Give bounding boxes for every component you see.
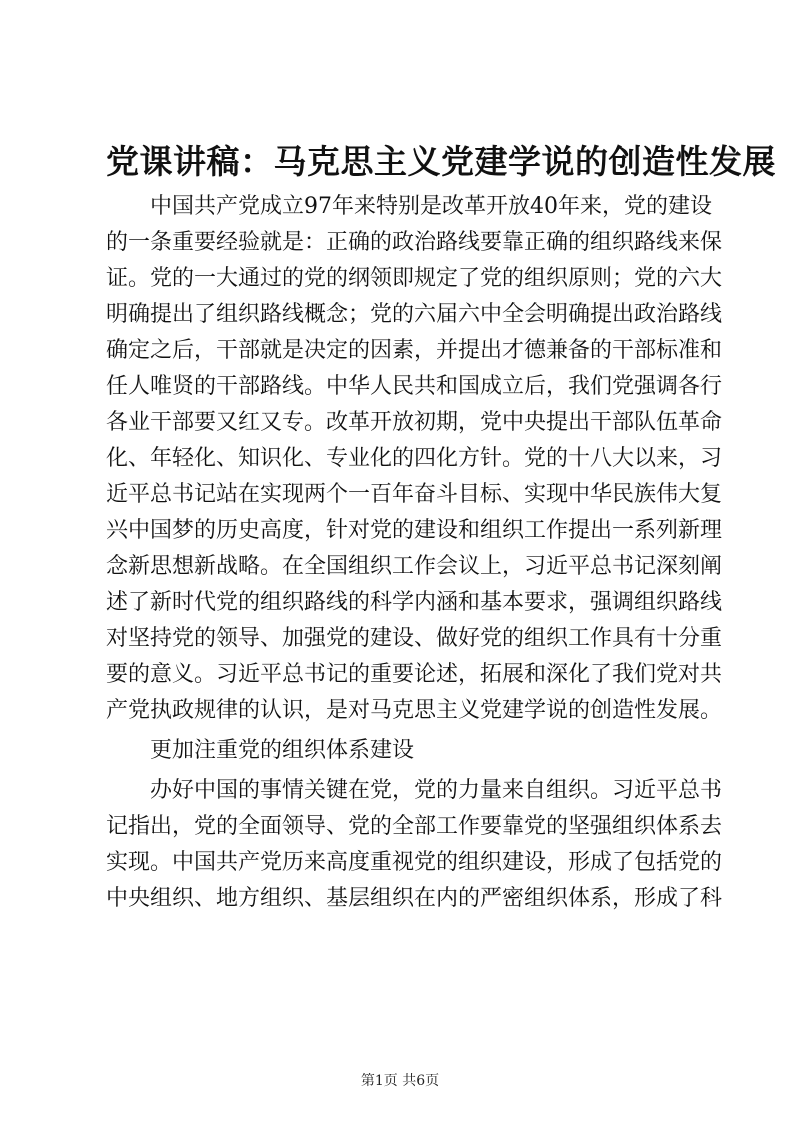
page-title: 党课讲稿：马克思主义党建学说的创造性发展	[106, 142, 776, 181]
paragraph-line: 念新思想新战略。在全国组织工作会议上，习近平总书记深刻阐	[106, 554, 723, 579]
paragraph-line: 任人唯贤的干部路线。中华人民共和国成立后，我们党强调各行	[106, 374, 723, 399]
paragraph-line: 记指出，党的全面领导、党的全部工作要靠党的坚强组织体系去	[106, 814, 723, 839]
paragraph-line: 产党执政规律的认识，是对马克思主义党建学说的创造性发展。	[106, 698, 723, 723]
paragraph-line: 中国共产党成立97年来特别是改革开放40年来，党的建设	[150, 194, 712, 219]
paragraph-line: 要的意义。习近平总书记的重要论述，拓展和深化了我们党对共	[106, 662, 723, 687]
paragraph-line: 的一条重要经验就是：正确的政治路线要靠正确的组织路线来保	[106, 230, 723, 255]
paragraph-line: 述了新时代党的组织路线的科学内涵和基本要求，强调组织路线	[106, 590, 723, 615]
paragraph-line: 中央组织、地方组织、基层组织在内的严密组织体系，形成了科	[106, 886, 723, 911]
paragraph-line: 兴中国梦的历史高度，针对党的建设和组织工作提出一系列新理	[106, 518, 723, 543]
paragraph-line: 近平总书记站在实现两个一百年奋斗目标、实现中华民族伟大复	[106, 482, 723, 507]
page-footer: 第1页 共6页	[360, 1073, 440, 1089]
paragraph-line: 办好中国的事情关键在党，党的力量来自组织。习近平总书	[150, 778, 723, 803]
paragraph-line: 化、年轻化、知识化、专业化的四化方针。党的十八大以来，习	[106, 446, 723, 471]
section-heading: 更加注重党的组织体系建设	[150, 738, 415, 763]
paragraph-line: 证。党的一大通过的党的纲领即规定了党的组织原则；党的六大	[106, 266, 723, 291]
paragraph-line: 确定之后，干部就是决定的因素，并提出才德兼备的干部标准和	[106, 338, 723, 363]
paragraph-line: 明确提出了组织路线概念；党的六届六中全会明确提出政治路线	[106, 302, 723, 327]
paragraph-line: 各业干部要又红又专。改革开放初期，党中央提出干部队伍革命	[106, 410, 723, 435]
paragraph-line: 实现。中国共产党历来高度重视党的组织建设，形成了包括党的	[106, 850, 723, 875]
paragraph-line: 对坚持党的领导、加强党的建设、做好党的组织工作具有十分重	[106, 626, 723, 651]
